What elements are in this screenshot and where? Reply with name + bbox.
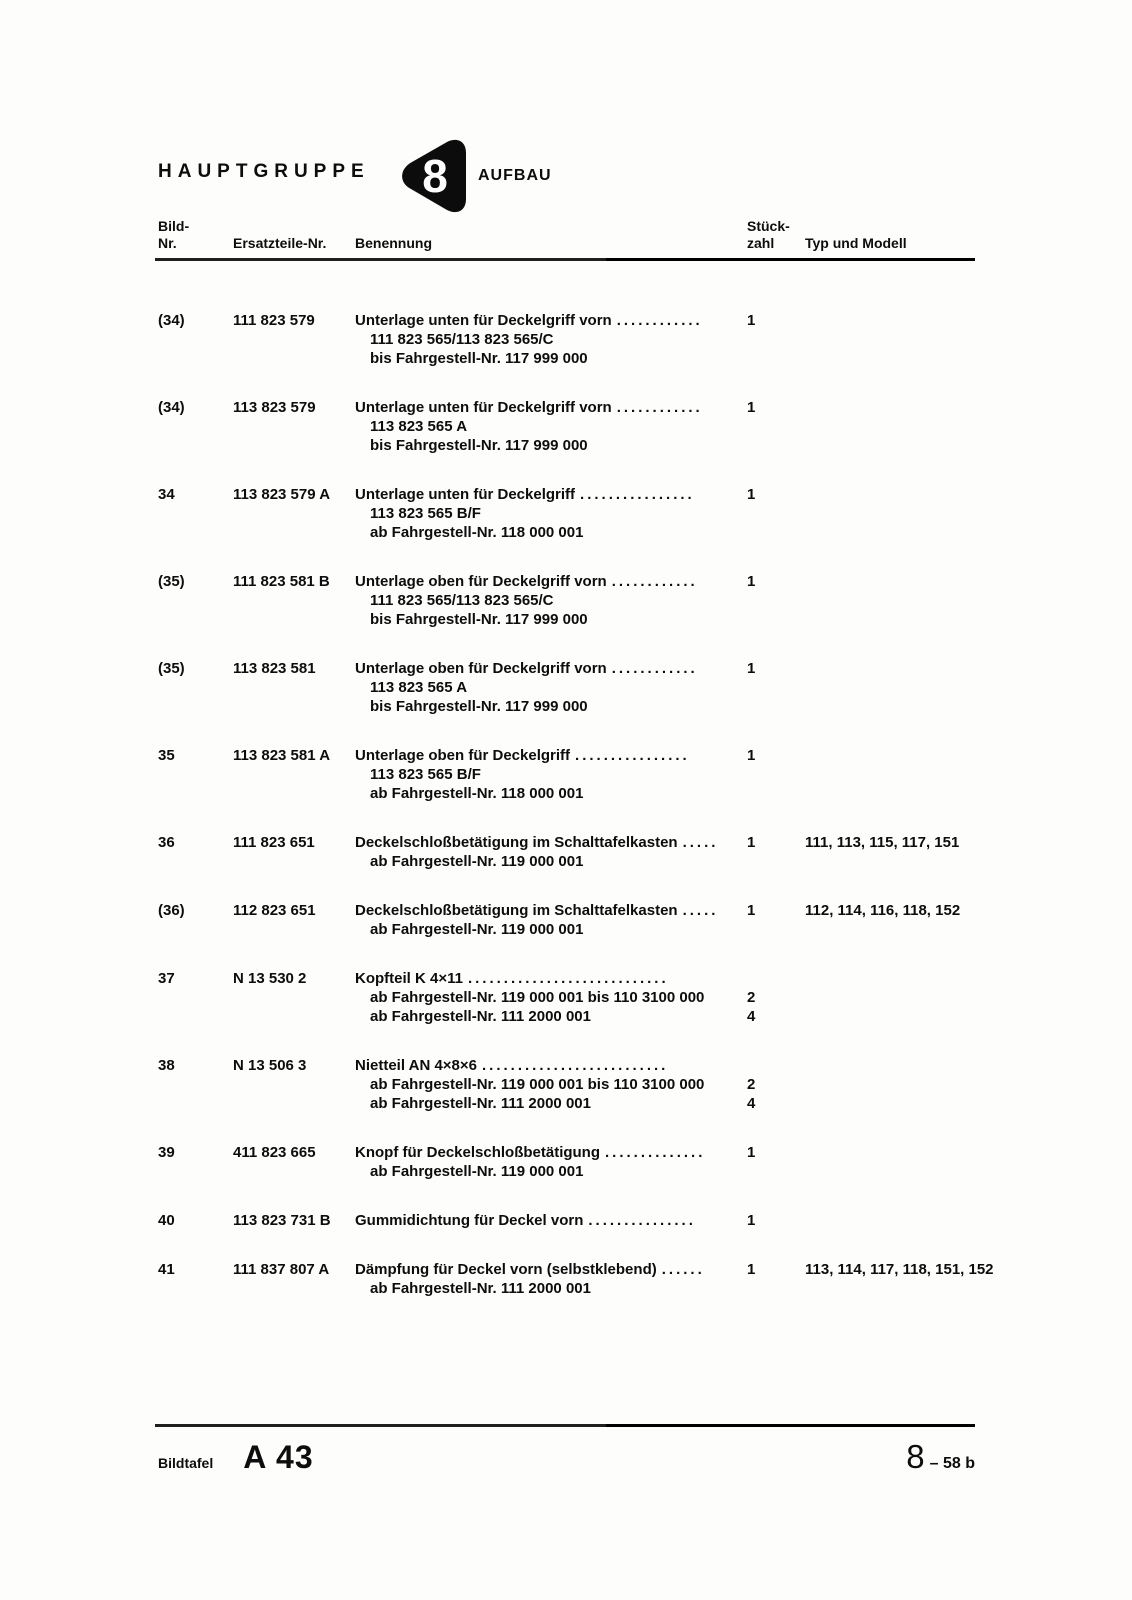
bild-nr-cell: 41 xyxy=(158,1261,175,1278)
part-number-cell-empty xyxy=(233,436,355,455)
part-number-cell: 111 823 651 xyxy=(233,834,315,851)
bild-nr-cell: 34 xyxy=(158,486,175,503)
type-model-cell xyxy=(805,485,1112,504)
bild-nr-cell-empty xyxy=(158,1279,233,1298)
bild-nr-cell-empty xyxy=(158,920,233,939)
part-number-cell-empty xyxy=(233,920,355,939)
table-column-headers xyxy=(0,218,1132,252)
type-model-cell-empty xyxy=(805,1075,1112,1094)
chassis-note-cell: ab Fahrgestell-Nr. 118 000 001 xyxy=(370,524,584,541)
part-number-cell-empty xyxy=(233,784,355,803)
bild-nr-cell-empty xyxy=(158,610,233,629)
quantity-cell: 1 xyxy=(747,312,756,329)
chassis-note-cell: ab Fahrgestell-Nr. 119 000 001 xyxy=(370,921,584,938)
part-number-cell-empty xyxy=(233,330,355,349)
page-sub-number: – 58 b xyxy=(929,1455,975,1472)
bild-nr-cell: 36 xyxy=(158,834,175,851)
type-model-cell-empty xyxy=(805,920,1112,939)
part-number-cell: 411 823 665 xyxy=(233,1144,316,1161)
quantity-cell xyxy=(747,1162,805,1181)
bild-nr-cell-empty xyxy=(158,852,233,871)
part-number-cell: 112 823 651 xyxy=(233,902,316,919)
part-number-cell-empty xyxy=(233,1094,355,1113)
part-number-cell-empty xyxy=(233,504,355,523)
chassis-note-cell: ab Fahrgestell-Nr. 111 2000 001 xyxy=(370,1280,591,1297)
part-name: Unterlage oben für Deckelgriff xyxy=(355,747,571,764)
quantity-cell: 2 xyxy=(747,989,756,1006)
type-model-cell-empty xyxy=(805,765,1112,784)
part-number-cell-empty xyxy=(233,349,355,368)
part-name-cell xyxy=(355,572,747,591)
quantity-cell xyxy=(747,436,805,455)
part-name: Unterlage unten für Deckelgriff vorn xyxy=(355,312,612,329)
chassis-note-cell: ab Fahrgestell-Nr. 119 000 001 bis 110 3100 000 xyxy=(370,989,705,1006)
type-model-cell-empty xyxy=(805,1279,1112,1298)
type-model-cell-empty xyxy=(805,330,1112,349)
quantity-cell xyxy=(747,697,805,716)
bild-nr-cell-empty xyxy=(158,436,233,455)
type-model-cell: 112, 114, 116, 118, 152 xyxy=(805,902,961,919)
table-row xyxy=(0,1260,1132,1298)
part-number-cell-empty xyxy=(233,523,355,542)
chassis-note-cell: 111 823 565/113 823 565/C xyxy=(370,592,554,609)
type-model-cell: 113, 114, 117, 118, 151, 152 xyxy=(805,1261,994,1278)
part-number-cell-empty xyxy=(233,591,355,610)
part-name-cell xyxy=(355,398,747,417)
quantity-cell: 2 xyxy=(747,1076,756,1093)
part-name-cell xyxy=(355,659,747,678)
bild-nr-cell: 39 xyxy=(158,1144,175,1161)
dot-leader: .............. xyxy=(605,1144,706,1161)
chassis-note-cell: ab Fahrgestell-Nr. 119 000 001 xyxy=(370,853,584,870)
part-number-cell: N 13 530 2 xyxy=(233,970,307,987)
group-number: 8 xyxy=(422,150,448,202)
bild-nr-cell: (34) xyxy=(158,399,185,416)
bild-nr-cell-empty xyxy=(158,349,233,368)
quantity-cell: 1 xyxy=(747,747,756,764)
dot-leader: ................ xyxy=(575,747,690,764)
header-rule xyxy=(155,258,975,261)
quantity-cell xyxy=(747,417,805,436)
quantity-cell: 1 xyxy=(747,1212,756,1229)
quantity-cell xyxy=(747,591,805,610)
dot-leader: ............ xyxy=(616,399,703,416)
footer-rule xyxy=(155,1424,975,1427)
part-name: Kopfteil K 4×11 xyxy=(355,970,463,987)
part-number-cell: 113 823 581 A xyxy=(233,747,331,764)
group-8-badge-icon xyxy=(397,136,469,216)
part-number-cell: 111 837 807 A xyxy=(233,1261,330,1278)
bild-nr-cell-empty xyxy=(158,784,233,803)
quantity-cell xyxy=(747,678,805,697)
part-number-cell: 111 823 581 B xyxy=(233,573,330,590)
quantity-cell: 1 xyxy=(747,834,756,851)
bild-nr-cell: 35 xyxy=(158,747,175,764)
quantity-cell xyxy=(747,969,805,988)
type-model-cell: 111, 113, 115, 117, 151 xyxy=(805,834,960,851)
part-number-cell: 113 823 581 xyxy=(233,660,316,677)
bildtafel-value: A 43 xyxy=(243,1439,314,1475)
part-number-cell-empty xyxy=(233,678,355,697)
col-header-ersatzteile-nr: Ersatzteile-Nr. xyxy=(233,235,327,251)
part-name-cell xyxy=(355,1056,747,1075)
table-row xyxy=(0,485,1132,542)
chassis-note-cell: 113 823 565 A xyxy=(370,679,468,696)
bild-nr-cell-empty xyxy=(158,765,233,784)
part-number-cell: 113 823 579 xyxy=(233,399,316,416)
type-model-cell xyxy=(805,659,1112,678)
col-header-bild-nr: Bild- Nr. xyxy=(158,218,190,251)
col-header-stueckzahl: Stück- zahl xyxy=(747,218,790,251)
part-number-cell-empty xyxy=(233,1279,355,1298)
part-name-cell xyxy=(355,1143,747,1162)
dot-leader: .......................... xyxy=(482,1057,669,1074)
type-model-cell-empty xyxy=(805,1162,1112,1181)
chassis-note-cell: bis Fahrgestell-Nr. 117 999 000 xyxy=(370,437,588,454)
type-model-cell-empty xyxy=(805,784,1112,803)
part-number-cell-empty xyxy=(233,610,355,629)
type-model-cell xyxy=(805,969,1112,988)
part-name: Unterlage unten für Deckelgriff xyxy=(355,486,576,503)
part-number-cell: N 13 506 3 xyxy=(233,1057,307,1074)
type-model-cell xyxy=(805,1056,1112,1075)
part-name: Unterlage oben für Deckelgriff vorn xyxy=(355,573,607,590)
dot-leader: ................ xyxy=(580,486,695,503)
table-row xyxy=(0,1143,1132,1181)
chassis-note-cell: ab Fahrgestell-Nr. 111 2000 001 xyxy=(370,1008,591,1025)
quantity-cell xyxy=(747,765,805,784)
type-model-cell-empty xyxy=(805,988,1112,1007)
quantity-cell xyxy=(747,920,805,939)
part-number-cell-empty xyxy=(233,1162,355,1181)
parts-table xyxy=(0,311,1132,1328)
bild-nr-cell-empty xyxy=(158,504,233,523)
table-row xyxy=(0,833,1132,871)
type-model-cell-empty xyxy=(805,852,1112,871)
part-number-cell-empty xyxy=(233,1007,355,1026)
chassis-note-cell: ab Fahrgestell-Nr. 119 000 001 bis 110 3100 000 xyxy=(370,1076,705,1093)
part-name-cell xyxy=(355,1260,747,1279)
part-name: Deckelschloßbetätigung im Schalttafelkasten xyxy=(355,902,678,919)
part-name-cell xyxy=(355,485,747,504)
bild-nr-cell-empty xyxy=(158,1075,233,1094)
part-number-cell: 113 823 579 A xyxy=(233,486,331,503)
quantity-cell xyxy=(747,610,805,629)
chassis-note-cell: 111 823 565/113 823 565/C xyxy=(370,331,554,348)
quantity-cell: 1 xyxy=(747,902,756,919)
chassis-note-cell: bis Fahrgestell-Nr. 117 999 000 xyxy=(370,611,588,628)
table-row xyxy=(0,1211,1132,1230)
hauptgruppe-title: HAUPTGRUPPE xyxy=(158,161,370,182)
dot-leader: ...... xyxy=(661,1261,705,1278)
type-model-cell-empty xyxy=(805,349,1112,368)
quantity-cell: 1 xyxy=(747,1144,756,1161)
quantity-cell xyxy=(747,504,805,523)
quantity-cell xyxy=(747,1056,805,1075)
chassis-note-cell: 113 823 565 B/F xyxy=(370,505,481,522)
type-model-cell-empty xyxy=(805,436,1112,455)
table-row xyxy=(0,746,1132,803)
bild-nr-cell: 37 xyxy=(158,970,175,987)
quantity-cell xyxy=(747,523,805,542)
type-model-cell xyxy=(805,1143,1112,1162)
type-model-cell xyxy=(805,311,1112,330)
part-name: Unterlage oben für Deckelgriff vorn xyxy=(355,660,607,677)
type-model-cell-empty xyxy=(805,610,1112,629)
quantity-cell: 1 xyxy=(747,399,756,416)
type-model-cell-empty xyxy=(805,697,1112,716)
dot-leader: ............ xyxy=(611,660,698,677)
bild-nr-cell-empty xyxy=(158,697,233,716)
chassis-note-cell: 113 823 565 B/F xyxy=(370,766,481,783)
part-name: Nietteil AN 4×8×6 xyxy=(355,1057,477,1074)
type-model-cell-empty xyxy=(805,1094,1112,1113)
quantity-cell xyxy=(747,852,805,871)
page-footer xyxy=(158,1438,975,1476)
part-name-cell xyxy=(355,746,747,765)
section-title: AUFBAU xyxy=(478,167,552,184)
quantity-cell xyxy=(747,784,805,803)
table-row xyxy=(0,659,1132,716)
dot-leader: ............ xyxy=(616,312,703,329)
bild-nr-cell-empty xyxy=(158,1007,233,1026)
part-name-cell xyxy=(355,969,747,988)
bild-nr-cell: (34) xyxy=(158,312,185,329)
chassis-note-cell: ab Fahrgestell-Nr. 118 000 001 xyxy=(370,785,584,802)
bild-nr-cell-empty xyxy=(158,591,233,610)
part-name-cell xyxy=(355,833,747,852)
part-number-cell-empty xyxy=(233,417,355,436)
part-name-cell xyxy=(355,1211,747,1230)
table-row xyxy=(0,1056,1132,1113)
part-number-cell-empty xyxy=(233,852,355,871)
bild-nr-cell: (36) xyxy=(158,902,185,919)
bildtafel-label: Bildtafel xyxy=(158,1455,214,1471)
bild-nr-cell-empty xyxy=(158,523,233,542)
table-row xyxy=(0,572,1132,629)
type-model-cell-empty xyxy=(805,591,1112,610)
col-header-typ-und-modell: Typ und Modell xyxy=(805,235,907,251)
part-name-cell xyxy=(355,311,747,330)
type-model-cell-empty xyxy=(805,678,1112,697)
part-name: Knopf für Deckelschloßbetätigung xyxy=(355,1144,601,1161)
bild-nr-cell-empty xyxy=(158,330,233,349)
quantity-cell: 4 xyxy=(747,1008,756,1025)
bild-nr-cell: 38 xyxy=(158,1057,175,1074)
bild-nr-cell-empty xyxy=(158,678,233,697)
type-model-cell-empty xyxy=(805,523,1112,542)
page-group-number: 8 xyxy=(906,1438,925,1475)
part-number-cell: 111 823 579 xyxy=(233,312,315,329)
chassis-note-cell: 113 823 565 A xyxy=(370,418,468,435)
dot-leader: ..... xyxy=(682,834,719,851)
part-number-cell: 113 823 731 B xyxy=(233,1212,331,1229)
quantity-cell: 1 xyxy=(747,486,756,503)
bild-nr-cell: 40 xyxy=(158,1212,175,1229)
part-number-cell-empty xyxy=(233,988,355,1007)
chassis-note-cell: ab Fahrgestell-Nr. 111 2000 001 xyxy=(370,1095,591,1112)
part-name-cell xyxy=(355,901,747,920)
chassis-note-cell: ab Fahrgestell-Nr. 119 000 001 xyxy=(370,1163,584,1180)
page-number xyxy=(906,1438,975,1476)
part-name: Unterlage unten für Deckelgriff vorn xyxy=(355,399,612,416)
dot-leader: ............... xyxy=(588,1212,696,1229)
part-number-cell-empty xyxy=(233,1075,355,1094)
quantity-cell xyxy=(747,1279,805,1298)
bild-nr-cell: (35) xyxy=(158,660,185,677)
part-name: Deckelschloßbetätigung im Schalttafelkasten xyxy=(355,834,678,851)
type-model-cell-empty xyxy=(805,504,1112,523)
part-name: Gummidichtung für Deckel vorn xyxy=(355,1212,584,1229)
bildtafel-reference xyxy=(158,1439,314,1476)
bild-nr-cell-empty xyxy=(158,417,233,436)
type-model-cell xyxy=(805,746,1112,765)
table-row xyxy=(0,969,1132,1026)
quantity-cell: 1 xyxy=(747,573,756,590)
table-row xyxy=(0,398,1132,455)
chassis-note-cell: bis Fahrgestell-Nr. 117 999 000 xyxy=(370,350,588,367)
quantity-cell: 4 xyxy=(747,1095,756,1112)
quantity-cell xyxy=(747,330,805,349)
bild-nr-cell: (35) xyxy=(158,573,185,590)
table-row xyxy=(0,901,1132,939)
dot-leader: ............ xyxy=(611,573,698,590)
type-model-cell-empty xyxy=(805,417,1112,436)
quantity-cell xyxy=(747,349,805,368)
dot-leader: ..... xyxy=(682,902,719,919)
part-number-cell-empty xyxy=(233,765,355,784)
type-model-cell-empty xyxy=(805,1007,1112,1026)
bild-nr-cell-empty xyxy=(158,1162,233,1181)
bild-nr-cell-empty xyxy=(158,988,233,1007)
col-header-benennung: Benennung xyxy=(355,235,432,251)
quantity-cell: 1 xyxy=(747,660,756,677)
table-row xyxy=(0,311,1132,368)
type-model-cell xyxy=(805,572,1112,591)
chassis-note-cell: bis Fahrgestell-Nr. 117 999 000 xyxy=(370,698,588,715)
part-number-cell-empty xyxy=(233,697,355,716)
quantity-cell: 1 xyxy=(747,1261,756,1278)
type-model-cell xyxy=(805,1211,1112,1230)
part-name: Dämpfung für Deckel vorn (selbstklebend) xyxy=(355,1261,657,1278)
type-model-cell xyxy=(805,398,1112,417)
dot-leader: ............................ xyxy=(467,970,669,987)
bild-nr-cell-empty xyxy=(158,1094,233,1113)
